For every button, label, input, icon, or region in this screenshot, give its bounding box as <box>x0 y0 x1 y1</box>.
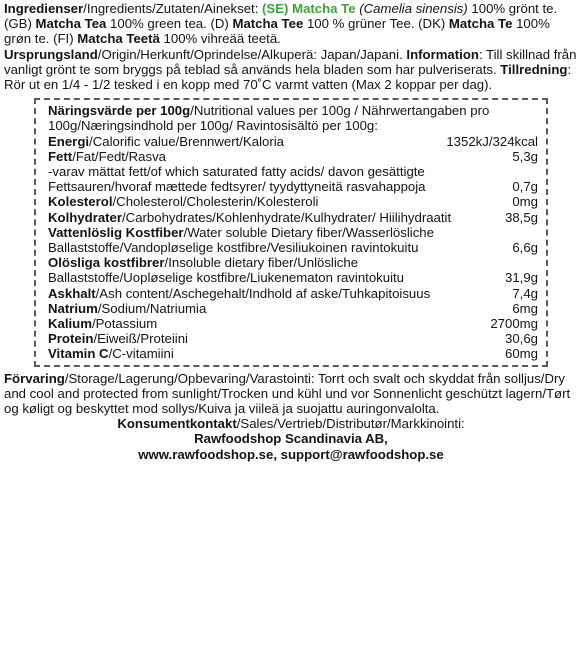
nutrient-translations: /Sodium/Natriumia <box>97 300 207 316</box>
nutrition-row-saturated-fat <box>48 164 538 194</box>
ingredients-text-3: 100 % grüner Tee. (DK) <box>303 16 449 32</box>
latin-name: (Camelia sinensis) <box>359 1 468 16</box>
storage-text: /Storage/Lagerung/Opbevaring/Varastointi: Torrt och svalt och skyddat från solljus/Dry and cool and protected from sunlight/Trocken und kühl und vor Sonnenlicht geschützt lagern/Tørt og køligt og beskyttet mod sollys/Kuiva ja viileä ja suojattu auringonvalolta. <box>4 370 571 417</box>
preparation-label: Tillredning <box>500 61 568 77</box>
product-name-gb: Matcha Tea <box>35 16 107 32</box>
contact-text: /Sales/Vertrieb/Distributør/Markkinointi: <box>236 416 465 432</box>
nutrient-name: Kalium <box>48 316 92 332</box>
nutrient-value: 60mg <box>505 346 538 362</box>
nutrient-name: Natrium <box>48 300 98 316</box>
nutrient-name: Energi <box>48 133 90 149</box>
nutrition-row-vitamin-c <box>48 346 538 361</box>
nutrient-name: Kolhydrater <box>48 209 123 225</box>
company-name: Rawfoodshop Scandinavia AB, <box>194 431 388 447</box>
nutrient-name: Fett <box>48 148 73 164</box>
nutrient-translations: /Calorific value/Brennwert/Kaloria <box>89 133 285 149</box>
nutrient-name: Vitamin C <box>48 346 109 362</box>
nutrient-value: 30,6g <box>504 331 538 347</box>
nutrition-row-sodium <box>48 301 538 316</box>
nutrient-value: 6,6g <box>512 240 538 256</box>
product-name-se: Matcha Te <box>292 1 356 16</box>
product-name-fi: Matcha Teetä <box>77 31 160 47</box>
nutrient-translations: /Cholesterol/Cholesterin/Kolesteroli <box>112 194 319 210</box>
nutrient-name: Protein <box>48 331 94 347</box>
information-label: Information <box>406 46 479 62</box>
ingredients-text-5: 100% vihreää teetä. <box>159 31 281 47</box>
nutrition-header <box>48 103 538 133</box>
nutrient-translations: /Ash content/Aschegehalt/Indhold af aske/Tuhkapitoisuus <box>95 285 431 301</box>
preparation-text: : Rör ut en 1/4 - 1/2 tesked i en kopp med 70˚C varmt vatten (Max 2 koppar per dag). <box>4 61 572 93</box>
nutrient-name: Olösliga kostfibrer <box>48 255 165 271</box>
nutrition-row-cholesterol <box>48 194 538 209</box>
web-and-email: www.rawfoodshop.se, support@rawfoodshop.se <box>138 446 444 462</box>
nutrition-row-soluble-fiber <box>48 225 538 255</box>
nutrition-row-protein <box>48 331 538 346</box>
nutrient-translations: /Eiweiß/Proteiini <box>93 331 188 347</box>
origin-label: Ursprungsland <box>4 46 98 62</box>
nutrient-translations: -varav mättat fett/of which saturated fatty acids/ davon gesättigte Fettsauren/hvoraf mættede fedtsyrer/ tyydyttyneitä rasvahappoja <box>48 164 426 195</box>
ingredients-text-2: 100% green tea. (D) <box>106 16 233 32</box>
nutrition-row-ash <box>48 286 538 301</box>
nutrient-translations: /Potassium <box>91 316 158 332</box>
ingredients-label-rest: /Ingredients/Zutaten/Ainekset: <box>83 1 263 16</box>
product-label <box>4 1 578 462</box>
information-text: : Till skillnad från vanligt grönt te som bryggs på teblad så används hela bladen som har pulveriserats. <box>4 46 577 77</box>
contact-block <box>4 416 578 462</box>
nutrient-value: 1352kJ/324kcal <box>446 133 538 149</box>
nutrient-value: 0mg <box>512 194 538 210</box>
nutrition-row-potassium <box>48 316 538 331</box>
nutrient-translations: /Carbohydrates/Kohlenhydrate/Kulhydrater/ Hiilihydraatit <box>122 209 452 225</box>
nutrient-translations: /Insoluble dietary fiber/Unlösliche Ballaststoffe/Uopløselige kostfibre/Liukenematon ravintokuitu <box>48 255 405 286</box>
se-prefix: (SE) <box>262 1 293 16</box>
nutrition-table <box>34 98 548 366</box>
nutrient-name: Vattenlöslig Kostfiber <box>48 224 184 240</box>
ingredients-paragraph <box>4 1 578 92</box>
contact-label: Konsumentkontakt <box>117 416 237 432</box>
ingredients-text-4: 100% grøn te. (FI) <box>4 16 550 47</box>
nutrient-name: Kolesterol <box>48 194 113 210</box>
ingredients-text-1: 100% grönt te. (GB) <box>4 1 558 32</box>
nutrient-translations: /Fat/Fedt/Rasva <box>72 148 167 164</box>
nutrition-header-rest: /Nutritional values per 100g / Nährwertangaben pro 100g/Næringsindhold per 100g/ Ravintosisältö per 100g: <box>48 103 490 134</box>
nutrient-translations: /C-vitamiini <box>108 346 174 362</box>
storage-paragraph <box>4 371 578 417</box>
nutrition-header-bold: Näringsvärde per 100g <box>48 103 191 119</box>
nutrient-translations: /Water soluble Dietary fiber/Wasserlösliche Ballaststoffe/Vandopløselige kostfibre/Vesiliukoinen ravintokuitu <box>48 224 434 256</box>
nutrient-value: 6mg <box>512 300 538 316</box>
nutrient-value: 0,7g <box>512 179 538 195</box>
nutrition-row-insoluble-fiber <box>48 255 538 285</box>
storage-label: Förvaring <box>4 370 65 386</box>
nutrient-value: 2700mg <box>490 316 538 332</box>
nutrient-value: 5,3g <box>512 148 538 164</box>
nutrient-value: 38,5g <box>504 209 538 225</box>
nutrition-row-carbohydrates <box>48 210 538 225</box>
nutrient-name: Askhalt <box>48 285 96 301</box>
ingredients-label: Ingredienser <box>4 1 84 16</box>
nutrition-row-energy <box>48 134 538 149</box>
nutrition-row-fat <box>48 149 538 164</box>
origin-text: /Origin/Herkunft/Oprindelse/Alkuperä: Japan/Japani. <box>97 46 407 62</box>
nutrient-value: 31,9g <box>504 270 538 286</box>
nutrient-value: 7,4g <box>512 285 538 301</box>
product-name-de: Matcha Tee <box>232 16 304 32</box>
product-name-dk: Matcha Te <box>448 16 513 32</box>
